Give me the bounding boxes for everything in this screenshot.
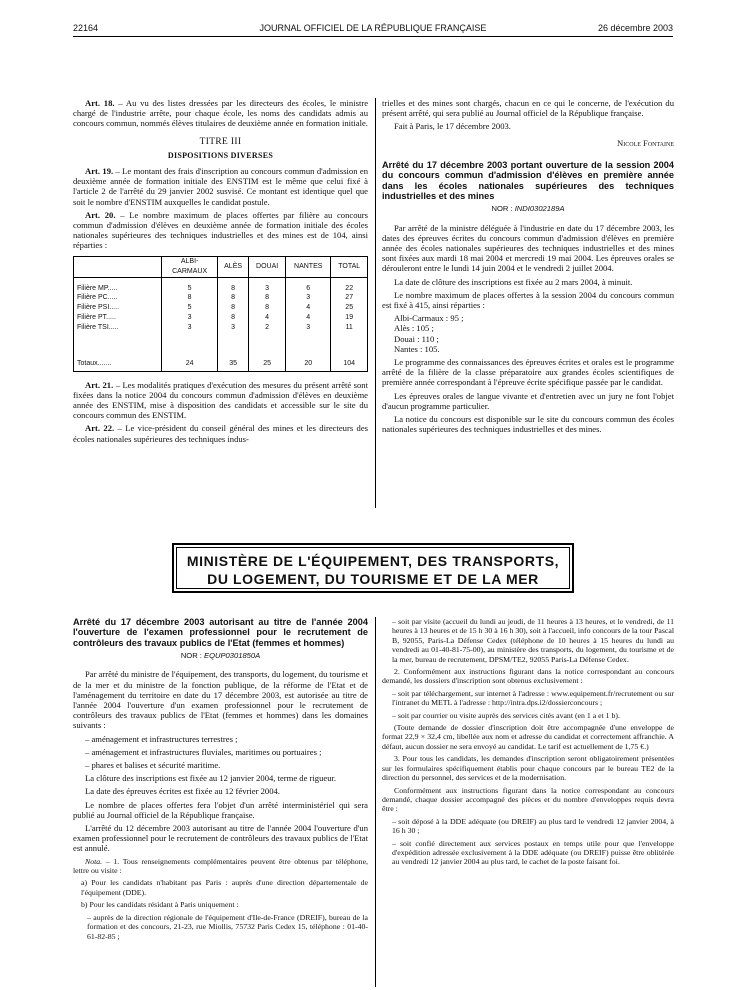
journal-title: JOURNAL OFFICIEL DE LA RÉPUBLIQUE FRANÇAISE (259, 23, 487, 33)
paragraph: La clôture des inscriptions est fixée au 12 janvier 2004, terme de rigueur. (85, 773, 337, 784)
nota-item: – soit par visite (accueil du lundi au jeudi, de 11 heures à 13 heures, et le vendredi, de 11 heures à 13 heures et de 15 h 30 à 16 h 30), soit à l'accueil, info concours de la tour Pascal B, 92055, Paris-La Défense Cedex (téléphone de 10 heures à 15 heures du lundi au vendredi au 01-40-81-75-00), au ministère des transports, du logement, du tourisme et de la mer, bureau de recrutement, DPSM/TE2, 92055 Paris-La Défense Cedex. (392, 617, 674, 664)
table-header: TOTAL (331, 256, 368, 277)
table-row: Filière PSI..... 5 8 8 4 25 (74, 303, 368, 313)
nota-paragraph: 3. Pour tous les candidats, les demandes d'inscription seront obligatoirement présentées sur les formulaires spécifiquement établis pour chaque concours par le bureau TE2 de la direction du personnel, des services et de la modernisation. (382, 754, 674, 783)
nota-paragraph: 2. Conformément aux instructions figurant dans la notice correspondant au concours demandé, les dossiers d'inscription sont obtenus exclusivement : (382, 667, 674, 686)
list-item: – aménagement et infrastructures fluviales, maritimes ou portuaires ; (85, 746, 322, 757)
list-item: – phares et balises et sécurité maritime. (85, 760, 221, 771)
nota-item: – soit déposé à la DDE adéquate (ou DREIF) au plus tard le vendredi 12 janvier 2004, à 16 h 30 ; (392, 816, 674, 836)
table-header: ALBI-CARMAUX (162, 256, 218, 277)
nota-paragraph: Conformément aux instructions figurant dans la notice correspondant au concours demandé, chaque dossier accompagné des pièces et du nombre d'enveloppes requis devra être : (382, 785, 674, 814)
paragraph: Le nombre maximum de places offertes à la session 2004 du concours commun est fixé à 415, ainsi réparties : (382, 289, 674, 311)
column-top-left (73, 98, 368, 447)
nor-reference: NOR : EQUP0301850A (180, 651, 261, 661)
issue-date: 26 décembre 2003 (597, 23, 673, 33)
paragraph: Le nombre de places offertes fera l'objet d'un arrêté interministériel qui sera publié au Journal officiel de la République française. (73, 799, 368, 820)
nota-item: – soit confié directement aux services postaux en temps utile pour que l'enveloppe d'expédition adressée exclusivement à la DDE adéquate (ou DREIF) puisse être oblitérée au vendredi 12 janvier 2004 au plus tard, le cachet de la poste faisant foi. (392, 838, 674, 867)
paragraph: La date des épreuves écrites est fixée au 12 février 2004. (85, 786, 280, 797)
nota-item: – soit par téléchargement, sur internet à l'adresse : www.equipement.fr/recrutement ou sur l'intranet du METL à l'adresse : http://intra.dps.i2/dossierconcours ; (392, 688, 674, 708)
signature-place-date: Fait à Paris, le 17 décembre 2003. (394, 121, 511, 132)
signatory-name: Nicole Fontaine (617, 137, 674, 148)
table-header: ALÈS (218, 256, 249, 277)
paragraph: Le programme des connaissances des épreuves écrites et orales est le programme arrêté de la filière de la classe préparatoire aux grandes écoles scientifiques de première année correspondant à l'épreuve écrite spécifique passée par le candidat. (382, 357, 674, 388)
column-bottom-right (382, 617, 674, 870)
paragraph: L'arrêté du 12 décembre 2003 autorisant au titre de l'année 2004 l'ouverture d'un examen professionnel pour le recrutement de contrôleurs des travaux publics de l'Etat est annulé. (73, 823, 368, 854)
places-table (73, 256, 368, 372)
list-item: Nantes : 105. (394, 343, 440, 354)
table-row: Filière PC..... 8 8 8 3 27 (74, 293, 368, 303)
nor-reference: NOR : INDI0302189A (491, 204, 565, 214)
titre-heading: TITRE III (199, 136, 242, 147)
header-rule (73, 36, 673, 37)
article-21: Art. 21. – Les modalités pratiques d'exécution des mesures du présent arrêté sont fixées dans la notice 2004 du concours commun d'admission d'élèves en deuxième année des ENSTIM, mise à disposition des candidats et accessible sur le site du concours commun des ENSTIM. (73, 379, 368, 421)
table-header: DOUAI (249, 256, 286, 277)
paragraph: Les épreuves orales de langue vivante et d'entretien avec un jury ne font l'objet d'aucun programme particulier. (382, 390, 674, 411)
nota-paragraph: (Toute demande de dossier d'inscription doit être accompagnée d'une enveloppe de format 22,9 × 32,4 cm, libellée aux nom et adresse du candidat et correctement affranchie. A défaut, aucun dossier ne sera envoyé au candidat. Le tarif est actuellement de 1,75 €.) (382, 723, 674, 751)
list-item: Alès : 105 ; (394, 323, 434, 334)
nota-item: – soit par courrier ou visite auprès des services cités avant (en 1 a et 1 b). (392, 710, 620, 720)
column-bottom-left (73, 617, 368, 944)
paragraph: Par arrêté du ministre de l'équipement, des transports, du logement, du tourisme et de la mer et du ministre de la fonction publique, de la réforme de l'Etat et de l'aménagement du territoire en date du 17 décembre 2003, est autorisée au titre de l'année 2004 l'ouverture d'un examen professionnel pour le recrutement de contrôleurs des travaux publics de l'Etat (femmes et hommes) dans les domaines suivants : (73, 669, 368, 731)
section-heading: DISPOSITIONS DIVERSES (167, 150, 274, 160)
paragraph: La notice du concours est disponible sur le site du concours commun des écoles nationales supérieures des techniques industrielles et des mines. (382, 414, 674, 435)
table-header (74, 256, 162, 277)
places-list (382, 313, 674, 354)
paragraph: La date de clôture des inscriptions est fixée au 2 mars 2004, à minuit. (394, 276, 633, 287)
article-19: Art. 19. – Le montant des frais d'inscription au concours commun d'admission en deuxième année de formation initiale des ENSTIM est le même que celui fixé à l'article 2 de l'arrêté du 29 janvier 2002 susvisé. Ce montant est identique quel que soit le nombre d'ENSTIM auxquelles le candidat postule. (73, 166, 368, 207)
column-divider-bottom (375, 617, 376, 987)
table-total-row: Totaux....... 24 35 25 20 104 (74, 357, 368, 372)
decree-title: Arrêté du 17 décembre 2003 autorisant au titre de l'année 2004 l'ouverture de l'examen professionnel pour le recrutement de contrôleurs des travaux publics de l'Etat (femmes et hommes) (73, 617, 368, 648)
table-header-row (74, 256, 368, 277)
running-header (73, 20, 673, 36)
page-number: 22164 (73, 23, 99, 33)
column-divider-top (375, 98, 376, 508)
article-20: Art. 20. – Le nombre maximum de places offertes par filière au concours commun d'admission d'élèves en deuxième année de formation initiale des écoles nationales supérieures des techniques industrielles et des mines est de 104, ainsi réparties : (73, 209, 369, 251)
table-row: Filière TSI..... 3 3 2 3 11 (74, 323, 368, 333)
decree-title: Arrêté du 17 décembre 2003 portant ouverture de la session 2004 du concours commun d'admission d'élèves en première année dans les écoles nationales supérieures des techniques industrielles et des mines (382, 159, 674, 202)
article-22: Art. 22. – Le vice-président du conseil général des mines et les directeurs des écoles nationales supérieures des techniques indus- (73, 423, 369, 444)
list-item: Albi-Carmaux : 95 ; (394, 313, 464, 324)
article-22-continuation: trielles et des mines sont chargés, chacun en ce qui le concerne, de l'exécution du présent arrêté, qui sera publié au Journal officiel de la République française. (382, 98, 674, 119)
list-item: Douai : 110 ; (394, 333, 439, 344)
list-item: – aménagement et infrastructures terrestres ; (85, 733, 238, 744)
nota: Nota. – 1. Tous renseignements complémentaires peuvent être obtenus par téléphone, lettre ou visite : (73, 856, 368, 876)
banner-line-2: DU LOGEMENT, DU TOURISME ET DE LA MER (207, 571, 539, 587)
nota-item: – auprès de la direction régionale de l'équipement d'Ile-de-France (DREIF), bureau de la formation et des concours, 21-23, rue Miollis, 75732 Paris Cedex 15, téléphone : 01-40-61-82-85 ; (87, 912, 368, 941)
article-18: Art. 18. – Au vu des listes dressées par les directeurs des écoles, le ministre chargé de l'industrie arrête, pour chaque école, les noms des candidats admis au concours commun, nommés élèves titulaires de deuxième année en formation initiale. (73, 98, 369, 129)
nota-item: b) Pour les candidats résidant à Paris uniquement : (81, 900, 239, 910)
table-header: NANTES (286, 256, 331, 277)
table-row: Filière MP..... 5 8 3 6 22 (74, 284, 368, 294)
paragraph: Par arrêté de la ministre déléguée à l'industrie en date du 17 décembre 2003, les dates des épreuves écrites du concours commun d'admission d'élèves en première année des écoles nationales supérieures des techniques industrielles et des mines sont fixées aux mardi 18 mai 2004 et mercredi 19 mai 2004. Les épreuves orales se dérouleront entre le lundi 14 juin 2004 et le vendredi 2 juillet 2004. (382, 222, 674, 274)
ministry-banner (172, 543, 574, 593)
column-top-right (382, 98, 674, 438)
table-row: Filière PT..... 3 8 4 4 19 (74, 313, 368, 323)
nota-item: a) Pour les candidats n'habitant pas Paris : auprès d'une direction départementale de l'équipement (DDE). (81, 878, 368, 897)
banner-line-1: MINISTÈRE DE L'ÉQUIPEMENT, DES TRANSPORTS, (186, 553, 560, 569)
